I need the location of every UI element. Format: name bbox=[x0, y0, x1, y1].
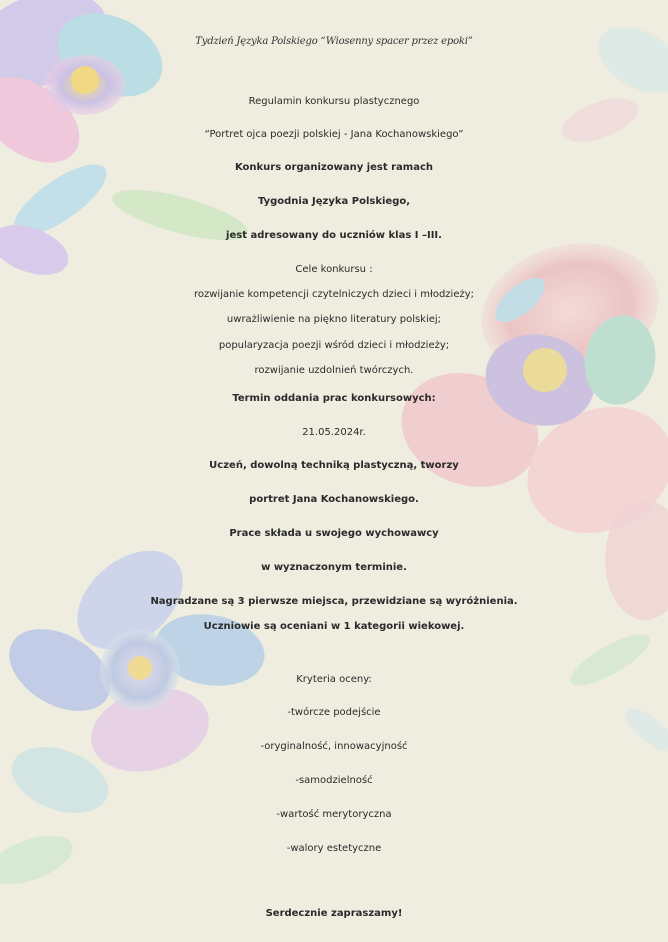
submission-line-2: w wyznaczonym terminie. bbox=[261, 562, 407, 573]
awards-line: Nagradzane są 3 pierwsze miejsca, przewidziane są wyróżnienia. bbox=[150, 596, 518, 607]
criteria-item: -wartość merytoryczna bbox=[276, 809, 392, 820]
contest-name: “Portret ojca poezji polskiej - Jana Kochanowskiego” bbox=[204, 129, 464, 140]
closing-invitation: Serdecznie zapraszamy! bbox=[265, 908, 403, 919]
intro-line-1: Konkurs organizowany jest ramach bbox=[234, 162, 434, 173]
criteria-item: -samodzielność bbox=[295, 775, 373, 786]
submission-line-1: Prace składa u swojego wychowawcy bbox=[229, 528, 439, 539]
criteria-item: -walory estetyczne bbox=[286, 843, 382, 854]
deadline-date: 21.05.2024r. bbox=[302, 427, 366, 438]
event-header: Tydzień Języka Polskiego “Wiosenny spacer przez epoki” bbox=[195, 36, 473, 47]
criteria-item: -oryginalność, innowacyjność bbox=[260, 741, 408, 752]
criteria-heading: Kryteria oceny: bbox=[296, 674, 372, 685]
task-line-1: Uczeń, dowolną techniką plastyczną, tworzy bbox=[209, 460, 459, 471]
deadline-heading: Termin oddania prac konkursowych: bbox=[232, 393, 436, 404]
intro-line-2: Tygodnia Języka Polskiego, bbox=[257, 196, 411, 207]
goal-item: popularyzacja poezji wśród dzieci i młodzieży; bbox=[218, 340, 450, 351]
goals-heading: Cele konkursu : bbox=[295, 264, 373, 275]
goal-item: rozwijanie uzdolnień twórczych. bbox=[254, 365, 414, 376]
task-line-2: portret Jana Kochanowskiego. bbox=[249, 494, 419, 505]
goal-item: rozwijanie kompetencji czytelniczych dzieci i młodzieży; bbox=[193, 289, 475, 300]
category-line: Uczniowie są oceniani w 1 kategorii wiekowej. bbox=[203, 621, 465, 632]
criteria-item: -twórcze podejście bbox=[287, 707, 381, 718]
goal-item: uwrażliwienie na piękno literatury polskiej; bbox=[226, 314, 442, 325]
intro-line-3: jest adresowany do uczniów klas I –III. bbox=[226, 230, 442, 241]
rules-title: Regulamin konkursu plastycznego bbox=[248, 96, 420, 107]
